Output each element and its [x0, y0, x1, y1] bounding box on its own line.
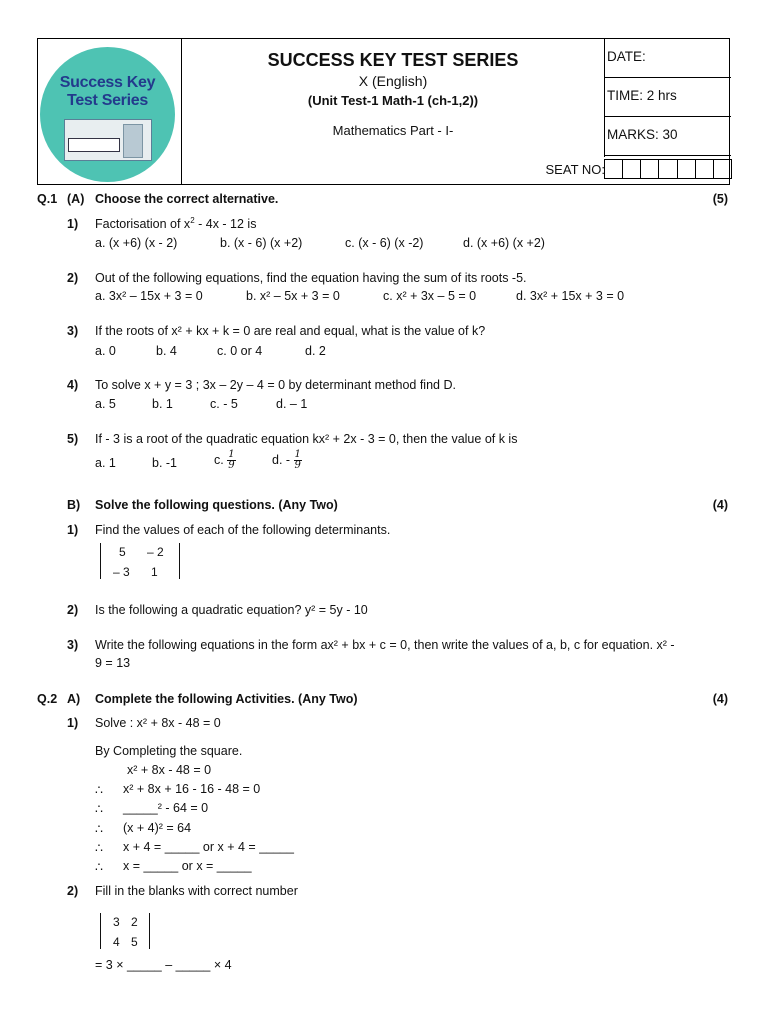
q1b-item2-number: 2): [67, 603, 79, 617]
q1b-item3-number: 3): [67, 638, 79, 652]
q1a-item3-question: If the roots of x² + kx + k = 0 are real and equal, what is the value of k?: [95, 324, 486, 338]
q1a-item5-opt-b: b. -1: [152, 456, 178, 470]
q1b-marks: (4): [712, 498, 728, 512]
q2a-item1-question: Solve : x² + 8x - 48 = 0: [95, 716, 221, 730]
seat-number-boxes: [604, 159, 732, 179]
q2a-heading: Complete the following Activities. (Any Two): [95, 692, 358, 706]
q1b-heading: Solve the following questions. (Any Two): [95, 498, 338, 512]
q2-number: Q.2: [37, 692, 58, 706]
info-cell: [604, 39, 731, 157]
fraction-one-ninth: $\frac{1}{9}$: [228, 449, 235, 471]
q2a-step-5: x + 4 = _____ or x + 4 = _____: [123, 840, 294, 854]
q1-number: Q.1: [37, 192, 58, 206]
q1a-item4-question: To solve x + y = 3 ; 3x – 2y – 4 = 0 by determinant method find D.: [95, 378, 456, 392]
q1a-marks: (5): [712, 192, 728, 206]
fraction-minus-one-ninth: $\frac{1}{9}$: [294, 449, 301, 471]
q1a-item1-opt-c: c. (x - 6) (x -2): [345, 236, 424, 250]
q2a-step-4: (x + 4)² = 64: [123, 821, 192, 835]
q1a-item1-opt-d: d. (x +6) (x +2): [463, 236, 545, 250]
q2a-part: A): [67, 692, 81, 706]
q1a-item2-question: Out of the following equations, find the equation having the sum of its roots -5.: [95, 271, 527, 285]
q1a-item3-opt-a: a. 0: [95, 344, 116, 358]
q1a-item3-opt-b: b. 4: [156, 344, 177, 358]
q2a-steps-title: By Completing the square.: [95, 744, 243, 758]
therefore-symbol: ∴: [95, 841, 103, 855]
q1a-part: (A): [67, 192, 85, 206]
series-title: SUCCESS KEY TEST SERIES: [267, 50, 519, 70]
q1b-part: B): [67, 498, 81, 512]
q1b-item3-question: Write the following equations in the form ax² + bx + c = 0, then write the values of a, b, c for equation. x² -: [95, 638, 675, 652]
q1a-item3-opt-d: d. 2: [305, 344, 326, 358]
unit-test-label: (Unit Test-1 Math-1 (ch-1,2)): [307, 93, 479, 108]
q1a-item5-opt-a: a. 1: [95, 456, 116, 470]
q1a-item5-opt-d: d. - $\frac{1}{9}$: [272, 449, 301, 471]
determinant-2: 3 2 4 5: [100, 913, 150, 949]
subject-part: Mathematics Part - I-: [332, 123, 454, 138]
class-subtitle: X (English): [358, 73, 428, 89]
logo-text-line1: Success Key: [59, 74, 156, 91]
q2a-step-6: x = _____ or x = _____: [123, 859, 252, 873]
building-icon: [64, 119, 152, 161]
time-field: TIME: 2 hrs: [605, 78, 731, 117]
therefore-symbol: ∴: [95, 860, 103, 874]
determinant-1: 5 – 2 – 3 1: [100, 543, 180, 579]
q1a-item4-opt-d: d. – 1: [276, 397, 308, 411]
q1a-item2-opt-a: a. 3x² – 15x + 3 = 0: [95, 289, 203, 303]
marks-field: MARKS: 30: [605, 117, 731, 156]
test-header: [37, 38, 730, 185]
q2a-step-1: x² + 8x - 48 = 0: [127, 763, 212, 777]
q2a-step-3: _____² - 64 = 0: [123, 801, 209, 815]
q1a-item2-opt-d: d. 3x² + 15x + 3 = 0: [516, 289, 625, 303]
q1a-item4-number: 4): [67, 378, 79, 392]
q2a-item2-result: = 3 × _____ – _____ × 4: [95, 958, 232, 972]
q1a-item1-question: Factorisation of $x^2 - 4x - 12$ is: [95, 216, 257, 231]
q2a-marks: (4): [712, 692, 728, 706]
q1a-item1-number: 1): [67, 217, 79, 231]
q1a-item1-opt-b: b. (x - 6) (x +2): [220, 236, 303, 250]
q1a-item4-opt-c: c. - 5: [210, 397, 238, 411]
q1b-item1-question: Find the values of each of the following determinants.: [95, 523, 391, 537]
q1a-item5-opt-c: c. $\frac{1}{9}$: [214, 449, 235, 471]
therefore-symbol: ∴: [95, 802, 103, 816]
date-field: DATE:: [605, 39, 731, 78]
q1a-heading: Choose the correct alternative.: [95, 192, 279, 206]
q1a-item3-number: 3): [67, 324, 79, 338]
q1a-item2-number: 2): [67, 271, 79, 285]
q1a-item1-opt-a: a. (x +6) (x - 2): [95, 236, 178, 250]
therefore-symbol: ∴: [95, 822, 103, 836]
q1a-item3-opt-c: c. 0 or 4: [217, 344, 263, 358]
title-cell: [181, 39, 605, 184]
logo-text-line2: Test Series: [67, 92, 148, 109]
seat-no-label: SEAT NO:: [545, 162, 605, 177]
q1b-item3-question-cont: 9 = 13: [95, 656, 131, 670]
q2a-step-2: x² + 8x + 16 - 16 - 48 = 0: [123, 782, 261, 796]
q1b-item1-number: 1): [67, 523, 79, 537]
q2a-item2-number: 2): [67, 884, 79, 898]
q1a-item4-opt-a: a. 5: [95, 397, 116, 411]
q1a-item5-question: If - 3 is a root of the quadratic equation kx² + 2x - 3 = 0, then the value of k is: [95, 432, 518, 446]
success-key-logo: [40, 47, 175, 182]
q2a-item2-question: Fill in the blanks with correct number: [95, 884, 298, 898]
q1a-item2-opt-c: c. x² + 3x – 5 = 0: [383, 289, 477, 303]
q1a-item4-opt-b: b. 1: [152, 397, 173, 411]
q1a-item5-number: 5): [67, 432, 79, 446]
q1a-item2-opt-b: b. x² – 5x + 3 = 0: [246, 289, 340, 303]
q2a-item1-number: 1): [67, 716, 79, 730]
logo-cell: [38, 39, 182, 184]
q1b-item2-question: Is the following a quadratic equation? y² = 5y - 10: [95, 603, 368, 617]
therefore-symbol: ∴: [95, 783, 103, 797]
